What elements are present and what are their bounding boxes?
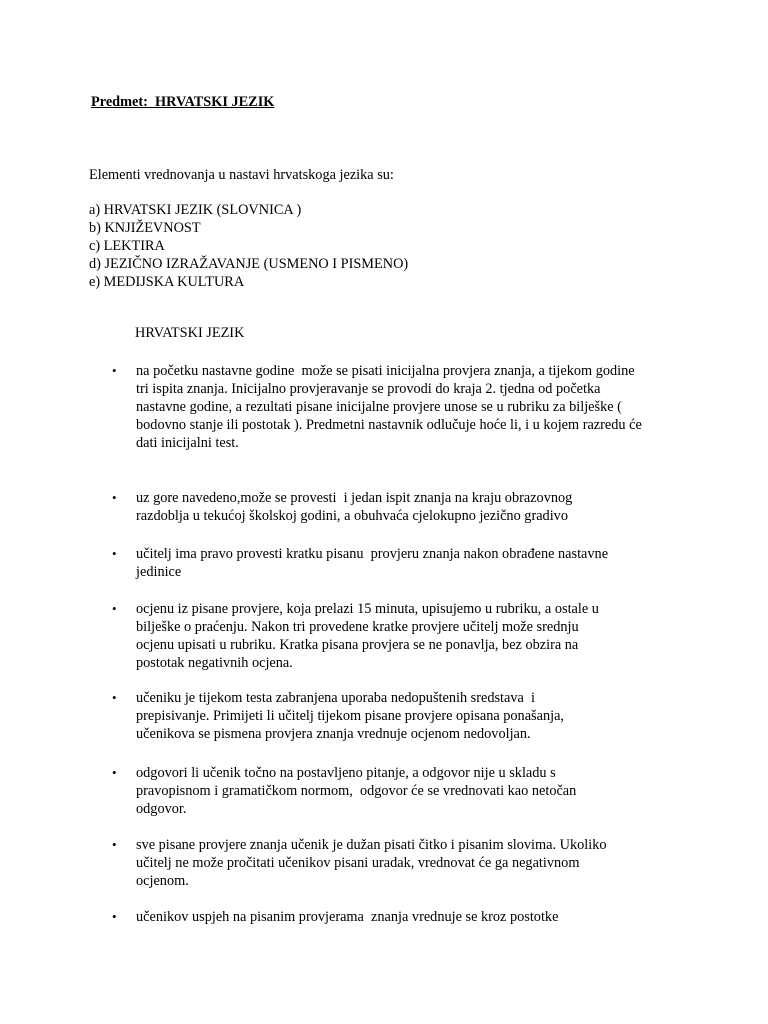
bullet-icon: •: [112, 490, 117, 505]
text-line: razdoblja u tekućoj školskoj godini, a obuhvaća cjelokupno jezično gradivo: [136, 508, 568, 524]
category-item: e) MEDIJSKA KULTURA: [89, 274, 245, 290]
text-line: odgovori li učenik točno na postavljeno pitanje, a odgovor nije u skladu s: [136, 765, 556, 781]
category-item: c) LEKTIRA: [89, 238, 165, 254]
bullet-icon: •: [112, 765, 117, 780]
section-title: HRVATSKI JEZIK: [135, 325, 245, 341]
text-line: uz gore navedeno,može se provesti i jedan ispit znanja na kraju obrazovnog: [136, 490, 573, 506]
bullet-text: [136, 489, 676, 525]
text-line: dati inicijalni test.: [136, 435, 239, 451]
bullet-text: [136, 908, 676, 926]
bullet-icon: •: [112, 546, 117, 561]
bullet-icon: •: [112, 601, 117, 616]
bullet-icon: •: [112, 690, 117, 705]
text-line: bodovno stanje ili postotak ). Predmetni nastavnik odlučuje hoće li, i u kojem razredu će: [136, 417, 642, 433]
text-line: ocjenu iz pisane provjere, koja prelazi 15 minuta, upisujemo u rubriku, a ostale u: [136, 601, 599, 617]
text-line: ocjenom.: [136, 873, 189, 889]
text-line: odgovor.: [136, 801, 187, 817]
subject-heading: Predmet: HRVATSKI JEZIK: [91, 94, 275, 110]
bullet-icon: •: [112, 909, 117, 924]
text-line: prepisivanje. Primijeti li učitelj tijekom pisane provjere opisana ponašanja,: [136, 708, 564, 724]
category-item: b) KNJIŽEVNOST: [89, 220, 201, 236]
bullet-text: [136, 545, 676, 581]
evaluation-categories-list: [89, 201, 408, 291]
text-line: učitelj ima pravo provesti kratku pisanu provjeru znanja nakon obrađene nastavne: [136, 546, 609, 562]
intro-text: Elementi vrednovanja u nastavi hrvatskoga jezika su:: [89, 167, 394, 183]
text-line: tri ispita znanja. Inicijalno provjeravanje se provodi do kraja 2. tjedna od početka: [136, 381, 601, 397]
bullet-icon: •: [112, 363, 117, 378]
text-line: sve pisane provjere znanja učenik je dužan pisati čitko i pisanim slovima. Ukoliko: [136, 837, 607, 853]
text-line: bilješke o praćenju. Nakon tri provedene kratke provjere učitelj može srednju: [136, 619, 579, 635]
text-line: jedinice: [136, 564, 182, 580]
text-line: postotak negativnih ocjena.: [136, 655, 293, 671]
text-line: pravopisnom i gramatičkom normom, odgovor će se vrednovati kao netočan: [136, 783, 577, 799]
bullet-text: [136, 764, 676, 818]
bullet-icon: •: [112, 837, 117, 852]
bullet-text: [136, 689, 676, 743]
text-line: učitelj ne može pročitati učenikov pisani uradak, vrednovat će ga negativnom: [136, 855, 580, 871]
text-line: na početku nastavne godine može se pisati inicijalna provjera znanja, a tijekom godine: [136, 363, 635, 379]
bullet-text: [136, 836, 676, 890]
text-line: učenikova se pismena provjera znanja vrednuje ocjenom nedovoljan.: [136, 726, 531, 742]
category-item: d) JEZIČNO IZRAŽAVANJE (USMENO I PISMENO): [89, 256, 409, 272]
bullet-text: [136, 362, 676, 452]
text-line: ocjenu upisati u rubriku. Kratka pisana provjera se ne ponavlja, bez obzira na: [136, 637, 579, 653]
text-line: učeniku je tijekom testa zabranjena uporaba nedopuštenih sredstava i: [136, 690, 535, 706]
bullet-text: [136, 600, 676, 672]
category-item: a) HRVATSKI JEZIK (SLOVNICA ): [89, 202, 302, 218]
text-line: učenikov uspjeh na pisanim provjerama znanja vrednuje se kroz postotke: [136, 909, 559, 925]
text-line: nastavne godine, a rezultati pisane inicijalne provjere unose se u rubriku za bilješke (: [136, 399, 622, 415]
